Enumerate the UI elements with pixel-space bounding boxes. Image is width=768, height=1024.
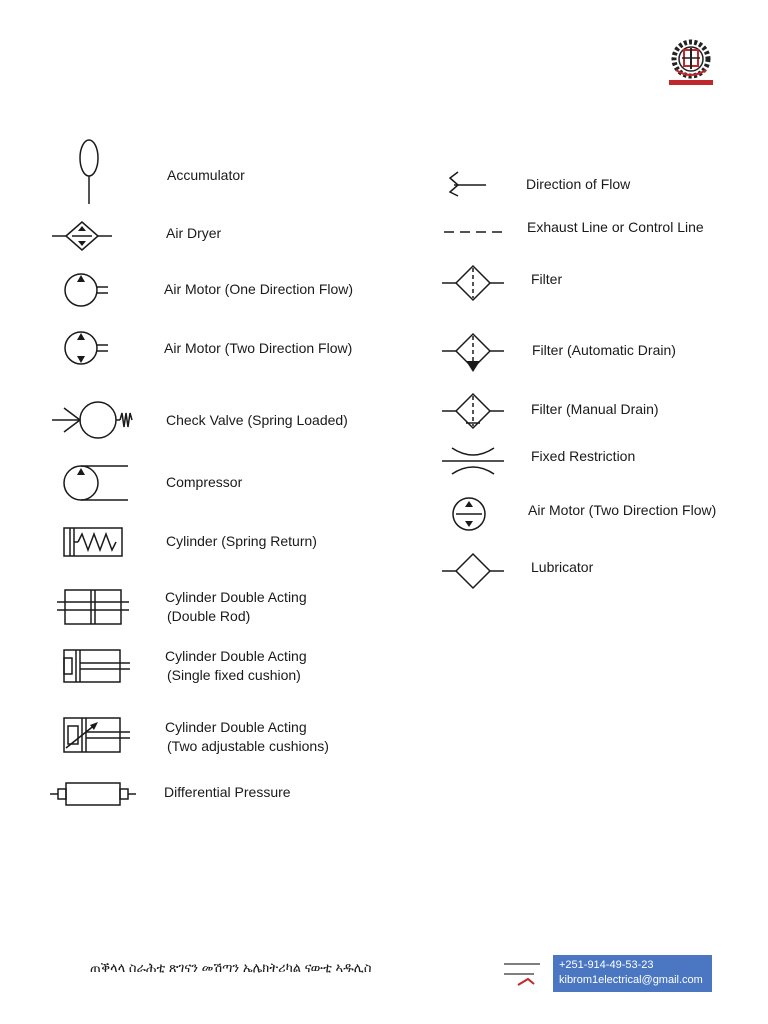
differential-pressure-icon [48,780,140,808]
symbol-label: Exhaust Line or Control Line [527,219,704,235]
symbol-label: Filter (Automatic Drain) [532,342,676,358]
cylinder-single-cushion-icon [60,646,132,686]
symbol-label: Cylinder Double Acting [165,648,307,664]
symbol-label: Cylinder Double Acting [165,719,307,735]
filter-icon [440,262,506,304]
air-dryer-icon [50,218,116,254]
symbol-label: Accumulator [167,167,245,183]
symbol-label: (Single fixed cushion) [167,667,301,683]
symbol-label: (Double Rod) [167,608,251,624]
symbol-label: Air Motor (One Direction Flow) [164,281,354,297]
cylinder-double-rod-icon [55,586,135,628]
contact-email[interactable]: kibrom1electrical@gmail.com [559,974,703,986]
company-logo-icon [666,36,716,94]
filter-automatic-drain-icon [440,330,506,376]
symbol-label: Filter (Manual Drain) [531,401,659,417]
symbol-label: Fixed Restriction [531,448,636,464]
air-motor-two-direction-icon [60,326,112,370]
exhaust-line-icon [442,226,504,238]
symbol-label: Direction of Flow [526,176,631,192]
symbol-label: Air Motor (Two Direction Flow) [164,340,353,356]
contact-phone: +251-914-49-53-23 [559,959,654,971]
symbol-label: Air Motor (Two Direction Flow) [528,502,717,518]
footer-company-text: ጠቕላላ ስራሕቲ ጽገናን መሽጣን ኤሌክትሪካል ናውቲ ኣዱሊስ [90,960,372,975]
fixed-restriction-icon [440,444,506,478]
symbol-label: Filter [531,271,563,287]
symbol-label: (Two adjustable cushions) [167,738,329,754]
accumulator-icon [70,138,110,208]
direction-of-flow-icon [446,168,490,198]
air-motor-one-direction-icon [60,268,112,312]
cylinder-adjustable-cushions-icon [60,714,132,756]
air-motor-two-direction-alt-icon [446,494,496,534]
symbol-label: Air Dryer [166,225,222,241]
symbol-label: Cylinder Double Acting [165,589,307,605]
lubricator-icon [440,550,506,592]
symbol-label: Lubricator [531,559,594,575]
cylinder-spring-return-icon [60,524,130,560]
symbol-label: Cylinder (Spring Return) [166,533,317,549]
footer-service-mark-icon [500,957,552,987]
symbol-label: Compressor [166,474,243,490]
check-valve-icon [50,396,136,444]
symbol-label: Differential Pressure [164,784,291,800]
filter-manual-drain-icon [440,390,506,436]
symbol-label: Check Valve (Spring Loaded) [166,412,348,428]
contact-box [553,955,712,992]
compressor-icon [60,460,132,506]
